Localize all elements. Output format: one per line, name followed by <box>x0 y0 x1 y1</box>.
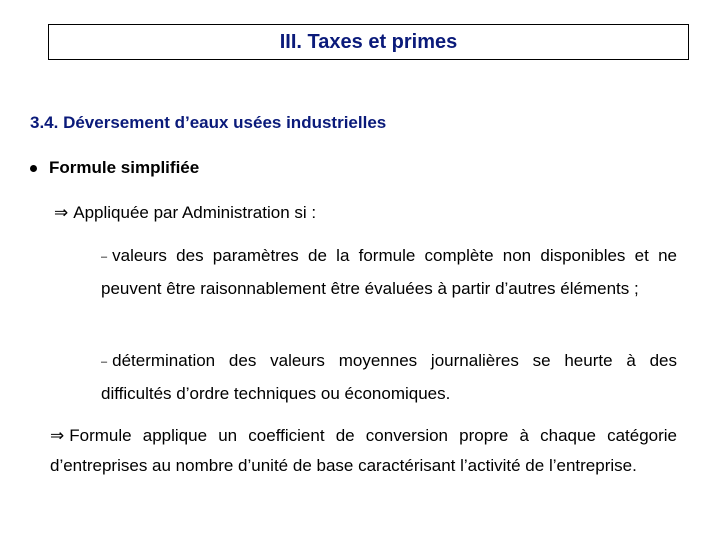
subsection-heading: 3.4. Déversement d’eaux usées industrielles <box>30 113 387 132</box>
implication-line-1 <box>54 203 316 223</box>
condition-text-2: détermination des valeurs moyennes journalières se heurte à des difficultés d’ordre techniques ou économiques. <box>101 351 677 403</box>
section-title-box <box>48 24 689 60</box>
bullet-item <box>30 158 199 178</box>
implication-text-1: Appliquée par Administration si : <box>73 203 317 222</box>
condition-item-2 <box>101 345 677 409</box>
implies-arrow-icon: ⇒ <box>54 203 69 223</box>
bullet-label: Formule simplifiée <box>49 158 200 177</box>
bullet-dot-icon <box>30 165 37 172</box>
dash-icon: – <box>101 356 108 368</box>
section-title: III. Taxes et primes <box>279 30 458 53</box>
implies-arrow-icon: ⇒ <box>50 426 65 446</box>
implication-line-2 <box>50 421 677 481</box>
implication-text-2: Formule applique un coefficient de conversion propre à chaque catégorie d’entreprises au nombre d’unité de base caractérisant l’activité de l’entreprise. <box>50 426 677 475</box>
condition-item-1 <box>101 240 677 304</box>
condition-text-1: valeurs des paramètres de la formule complète non disponibles et ne peuvent être raisonnablement être évaluées à partir d’autres éléments ; <box>101 246 677 298</box>
dash-icon: – <box>101 251 108 263</box>
